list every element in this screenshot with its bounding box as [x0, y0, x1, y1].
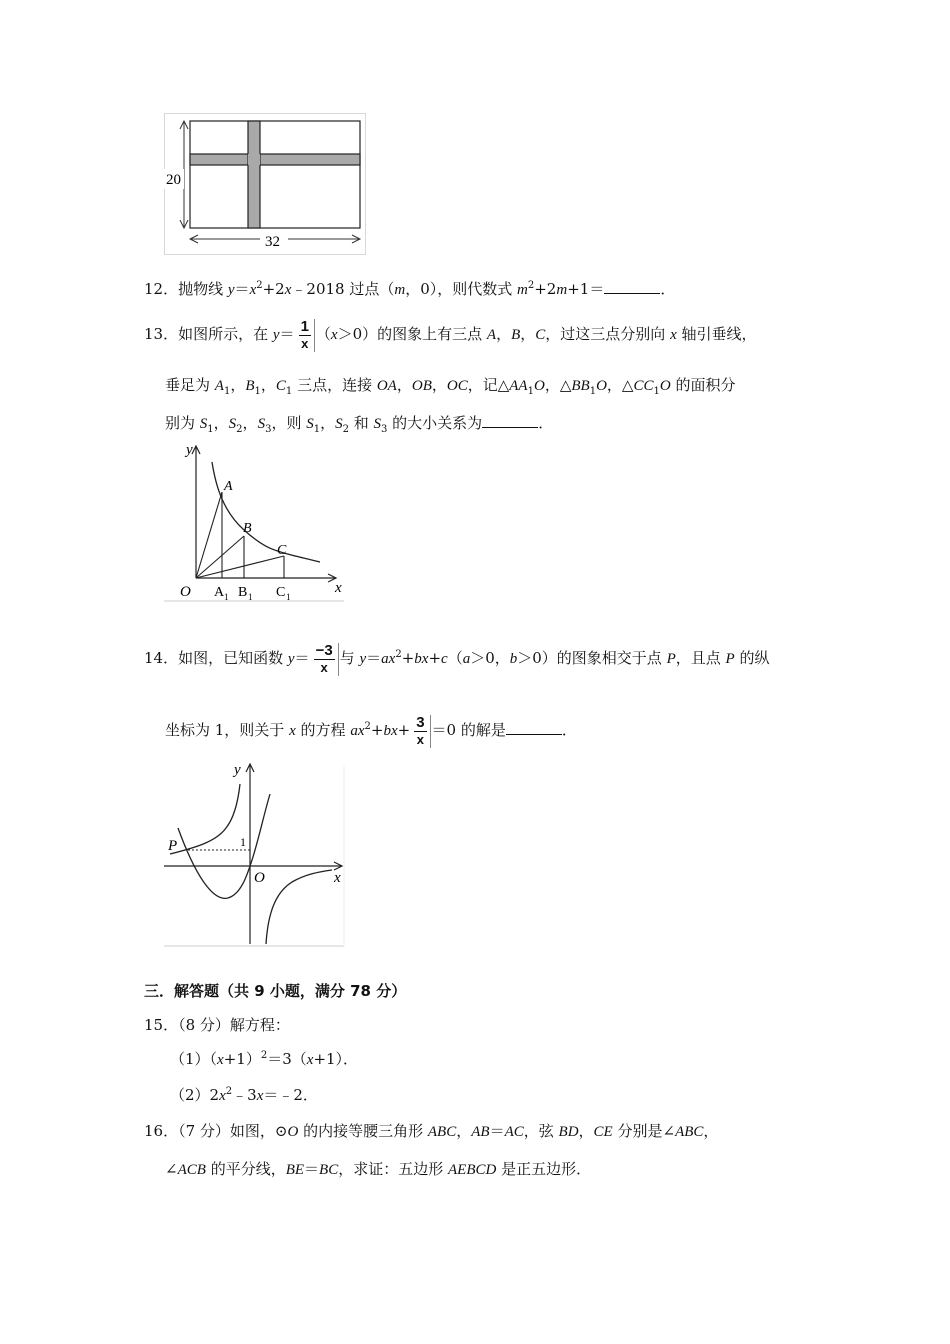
question-14-line-2: 坐标为 1，则关于 x 的方程 $ax^2+bx+$ $\frac{3}{x}$ ＝0 的解是 ．: [165, 713, 577, 747]
foot-c1-label: C: [276, 585, 286, 600]
question-13-line-1: 13．如图所示，在 y＝ $\frac{1}{x}$ （x＞0）的图象上有三点 A，B，C，过这三点分别向 x 轴引垂线，: [144, 317, 757, 351]
svg-text:1: 1: [248, 592, 253, 602]
point-p-label: P: [168, 838, 178, 854]
question-15: 15．（8 分）解方程：: [144, 1016, 290, 1034]
answer-blank-12[interactable]: [604, 279, 660, 294]
axis-y-label: y: [186, 442, 193, 458]
axis-x-label: x: [334, 870, 341, 886]
point-b-label: B: [243, 521, 252, 536]
axis-x-label: x: [335, 580, 342, 596]
question-13-line-3: 别为 $S_1$，$S_2$，$S_3$，则 $S_1$，$S_2$ 和 $S_3$ 的大小关系为 ．: [165, 414, 554, 435]
question-15-part-2: $(2)2x^2﹣3x=﹣2$．: [170, 1086, 318, 1104]
width-label: 32: [265, 234, 280, 250]
ordinate-one-label: 1: [240, 835, 246, 849]
section-3-title: 三．解答题（共 9 小题，满分 78 分）: [144, 982, 407, 1000]
figure-14-parabola-hyperbola: [164, 762, 346, 948]
question-13-line-2: 垂足为 $A_1$，$B_1$，$C_1$ 三点，连接 OA，OB，OC，记$\triangle AA_1O$，$\triangle BB_1O$，$\triangle CC_1O$ 的面积分: [165, 376, 736, 397]
point-a-label: A: [224, 479, 233, 494]
origin-label: O: [254, 870, 265, 886]
answer-blank-13[interactable]: [482, 413, 538, 428]
axis-y-label: y: [234, 762, 241, 778]
foot-a1-label: A: [214, 585, 225, 600]
fraction-3-over-x: $\frac{3}{x}$: [411, 715, 430, 748]
figure-rectangle-cross: [164, 113, 366, 255]
fraction-neg3-over-x: $\frac{-3}{x}$: [311, 643, 339, 676]
question-16-line-1: 16．（7 分）如图，⊙O 的内接等腰三角形 ABC，AB＝AC，弦 BD，CE 分别是∠ABC，: [144, 1122, 719, 1140]
question-15-part-1: $(1)(x+1)^2=3(x+1)$．: [170, 1050, 359, 1068]
height-label: 20: [166, 172, 181, 188]
foot-b1-label: B: [238, 585, 248, 600]
question-16-line-2: ∠ACB 的平分线，BE＝BC，求证：五边形 AEBCD 是正五边形．: [165, 1160, 592, 1178]
svg-text:1: 1: [224, 592, 229, 602]
svg-text:1: 1: [286, 592, 291, 602]
figure-13-hyperbola: [164, 440, 346, 602]
fraction-1-over-x: $\frac{1}{x}$: [296, 319, 315, 352]
question-12: 12．抛物线 $y=x^2+2x﹣2018$ 过点（m，0），则代数式 $m^2+2m+1=$ ．: [144, 280, 676, 298]
origin-label: O: [180, 584, 191, 600]
answer-blank-14[interactable]: [506, 720, 562, 735]
point-c-label: C: [277, 543, 287, 558]
question-14-line-1: 14．如图，已知函数 y＝ $\frac{-3}{x}$ 与 $y=ax^2+bx+c(a>0$，b＞0）的图象相交于点 P，且点 P 的纵: [144, 641, 770, 675]
